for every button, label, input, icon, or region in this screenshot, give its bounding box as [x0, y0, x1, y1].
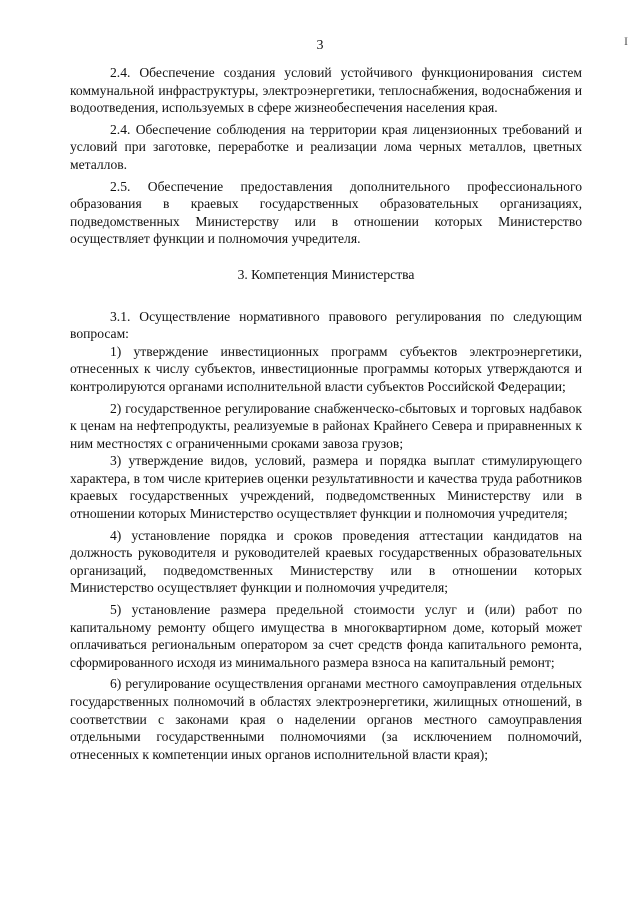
section-heading: 3. Компетенция Министерства: [237, 266, 415, 282]
paragraph-2-4-licensing: 2.4. Обеспечение соблюдения на территории края лицензионных требований и условий при заготовке, переработке и реализации лома черных металлов, цветных металлов.: [70, 121, 582, 172]
list-item-1: 1) утверждение инвестиционных программ субъектов электроэнергетики, отнесенных к числу субъектов, инвестиционные программы которых утверждаются и контролируются органами исполнительной власти субъектов Российской Федерации;: [70, 343, 582, 394]
paragraph-2-4-infrastructure: 2.4. Обеспечение создания условий устойчивого функционирования систем коммунальной инфраструктуры, электроэнергетики, теплоснабжения, водоснабжения и водоотведения, используемых в сфере жизнеобеспечения населения края.: [70, 65, 582, 116]
list-item-5: 5) установление размера предельной стоимости услуг и (или) работ по капитальному ремонту общего имущества в многоквартирном доме, который может оплачиваться региональным оператором за счет средств фонда капитального ремонта, сформированного исходя из минимального размера взноса на капитальный ремонт;: [70, 602, 582, 670]
edge-mark: I: [624, 34, 628, 48]
list-item-6: 6) регулирование осуществления органами местного самоуправления отдельных государственных полномочий в областях электроэнергетики, жилищных отношений, в соответствии с законами края о наделении органов местного самоуправления отдельными государственными полномочиями (за исключением полномочий, отнесенных к компетенции иных органов исполнительной власти края);: [70, 676, 582, 762]
list-item-3: 3) утверждение видов, условий, размера и порядка выплат стимулирующего характера, в том числе критериев оценки результативности и качества труда работников краевых государственных учреждений, подведомственных Министерству или в отношении которых Министерство осуществляет функции и полномочия учредителя;: [70, 453, 582, 522]
list-item-4: 4) установление порядка и сроков проведения аттестации кандидатов на должность руководителя и руководителей краевых государственных образовательных организаций, подведомственных Министерству или в отношении которых Министерство осуществляет функции и полномочия учредителя;: [70, 527, 582, 596]
paragraph-2-5-education: 2.5. Обеспечение предоставления дополнительного профессионального образования в краевых государственных образовательных организациях, подведомственных Министерству или в отношении которых Министерство осуществляет функции и полномочия учредителя.: [70, 178, 582, 247]
document-body: [70, 64, 582, 763]
paragraph-3-1: 3.1. Осуществление нормативного правового регулирования по следующим вопросам:: [70, 308, 582, 342]
page-number: 3: [316, 38, 324, 53]
list-item-2: 2) государственное регулирование снабженческо-сбытовых и торговых надбавок к ценам на нефтепродукты, реализуемые в районах Крайнего Севера и приравненных к ним местностях с ограниченными сроками завоза грузов;: [70, 400, 582, 451]
